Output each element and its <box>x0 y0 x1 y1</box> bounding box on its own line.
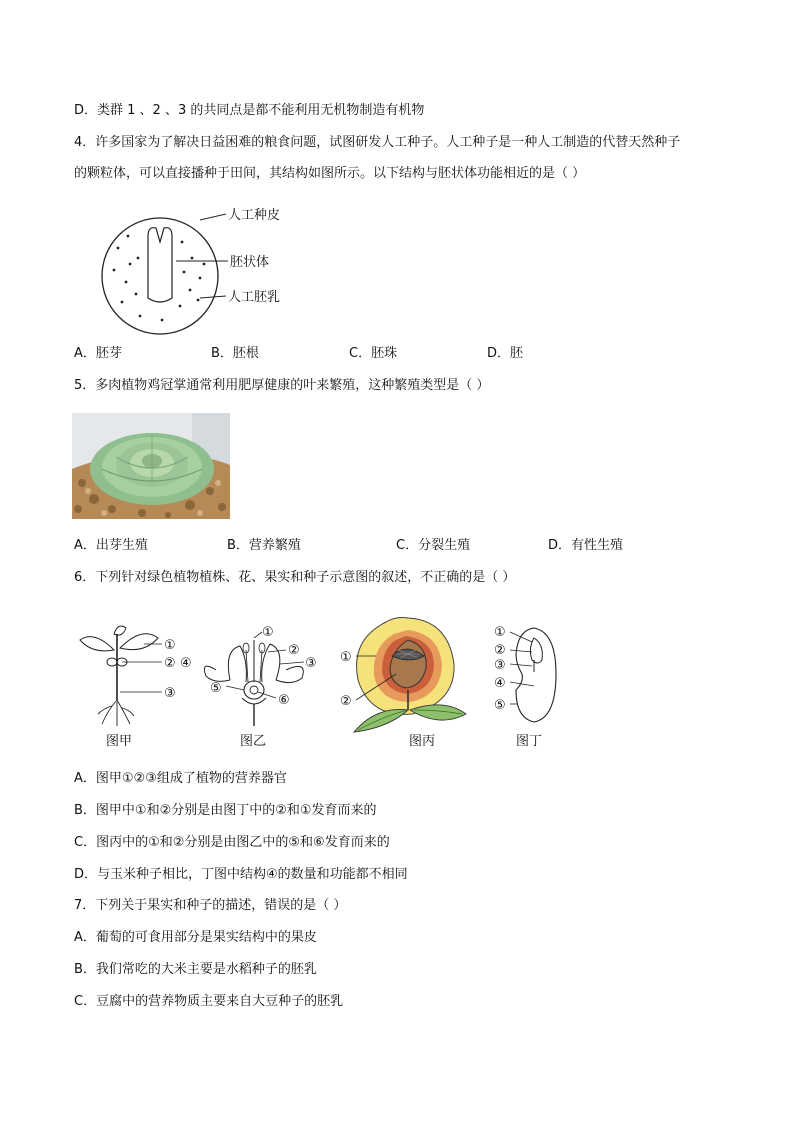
q7-stem: 7．下列关于果实和种子的描述，错误的是（ ） <box>74 898 347 913</box>
q4-option-b: B．胚根 <box>211 346 259 361</box>
yi-marker-2: ② <box>288 643 300 658</box>
figure-yi-flower <box>196 620 326 728</box>
q6-option-c: C．图丙中的①和②分别是由图乙中的⑤和⑥发育而来的 <box>74 835 390 850</box>
yi-marker-1: ① <box>262 625 274 640</box>
yi-marker-3: ③ <box>305 656 317 671</box>
yi-marker-6: ⑥ <box>278 693 290 708</box>
q5-option-c: C．分裂生殖 <box>396 538 471 553</box>
ding-marker-2: ② <box>494 643 506 658</box>
q5-option-d: D．有性生殖 <box>548 538 624 553</box>
q4-stem-line1: 4．许多国家为了解决日益困难的粮食问题，试图研发人工种子。人工种子是一种人工制造的代替天然种子 <box>74 135 681 150</box>
label-artificial-seed-coat: 人工种皮 <box>228 208 281 223</box>
jia-marker-2: ② <box>164 656 176 671</box>
jia-marker-4: ④ <box>180 656 192 671</box>
seed-coat-circle <box>102 218 218 334</box>
bing-marker-1: ① <box>340 650 352 665</box>
label-embryoid: 胚状体 <box>230 255 270 270</box>
q3-option-d: D．类群 1 、2 、3 的共同点是都不能利用无机物制造有机物 <box>74 103 425 118</box>
caption-yi: 图乙 <box>240 734 267 749</box>
q6-option-a: A．图甲①②③组成了植物的营养器官 <box>74 771 287 786</box>
embryoid-shape <box>148 228 172 302</box>
q7-option-b: B．我们常吃的大米主要是水稻种子的胚乳 <box>74 962 317 977</box>
jia-marker-1: ① <box>164 638 176 653</box>
q5-option-b: B．营养繁殖 <box>227 538 301 553</box>
yi-marker-5: ⑤ <box>210 681 222 696</box>
succulent-photo <box>72 413 230 519</box>
caption-jia: 图甲 <box>106 734 133 749</box>
figure-ding-seed <box>494 620 564 728</box>
endosperm-dots <box>113 235 206 322</box>
label-artificial-endosperm: 人工胚乳 <box>228 290 281 305</box>
figure-bing-fruit <box>336 610 470 734</box>
ding-marker-5: ⑤ <box>494 698 506 713</box>
q7-option-a: A．葡萄的可食用部分是果实结构中的果皮 <box>74 930 317 945</box>
ding-marker-1: ① <box>494 625 506 640</box>
q4-option-a: A．胚芽 <box>74 346 122 361</box>
q6-option-d: D．与玉米种子相比，丁图中结构④的数量和功能都不相同 <box>74 867 408 882</box>
q4-option-d: D．胚 <box>487 346 524 361</box>
q7-option-c: C．豆腐中的营养物质主要来自大豆种子的胚乳 <box>74 994 344 1009</box>
q6-option-b: B．图甲中①和②分别是由图丁中的②和①发育而来的 <box>74 803 377 818</box>
q4-option-c: C．胚珠 <box>349 346 398 361</box>
ding-marker-3: ③ <box>494 658 506 673</box>
q6-stem: 6．下列针对绿色植物植株、花、果实和种子示意图的叙述，不正确的是（ ） <box>74 570 516 585</box>
bing-marker-2: ② <box>340 694 352 709</box>
artificial-seed-figure <box>100 198 340 348</box>
q4-stem-line2: 的颗粒体，可以直接播种于田间，其结构如图所示。以下结构与胚状体功能相近的是（ ） <box>74 166 586 181</box>
caption-ding: 图丁 <box>516 734 543 749</box>
ding-marker-4: ④ <box>494 676 506 691</box>
figure-jia-plant <box>74 620 194 728</box>
q5-stem: 5．多肉植物鸡冠掌通常利用肥厚健康的叶来繁殖，这种繁殖类型是（ ） <box>74 378 490 393</box>
jia-marker-3: ③ <box>164 686 176 701</box>
caption-bing: 图丙 <box>409 734 436 749</box>
q5-option-a: A．出芽生殖 <box>74 538 148 553</box>
